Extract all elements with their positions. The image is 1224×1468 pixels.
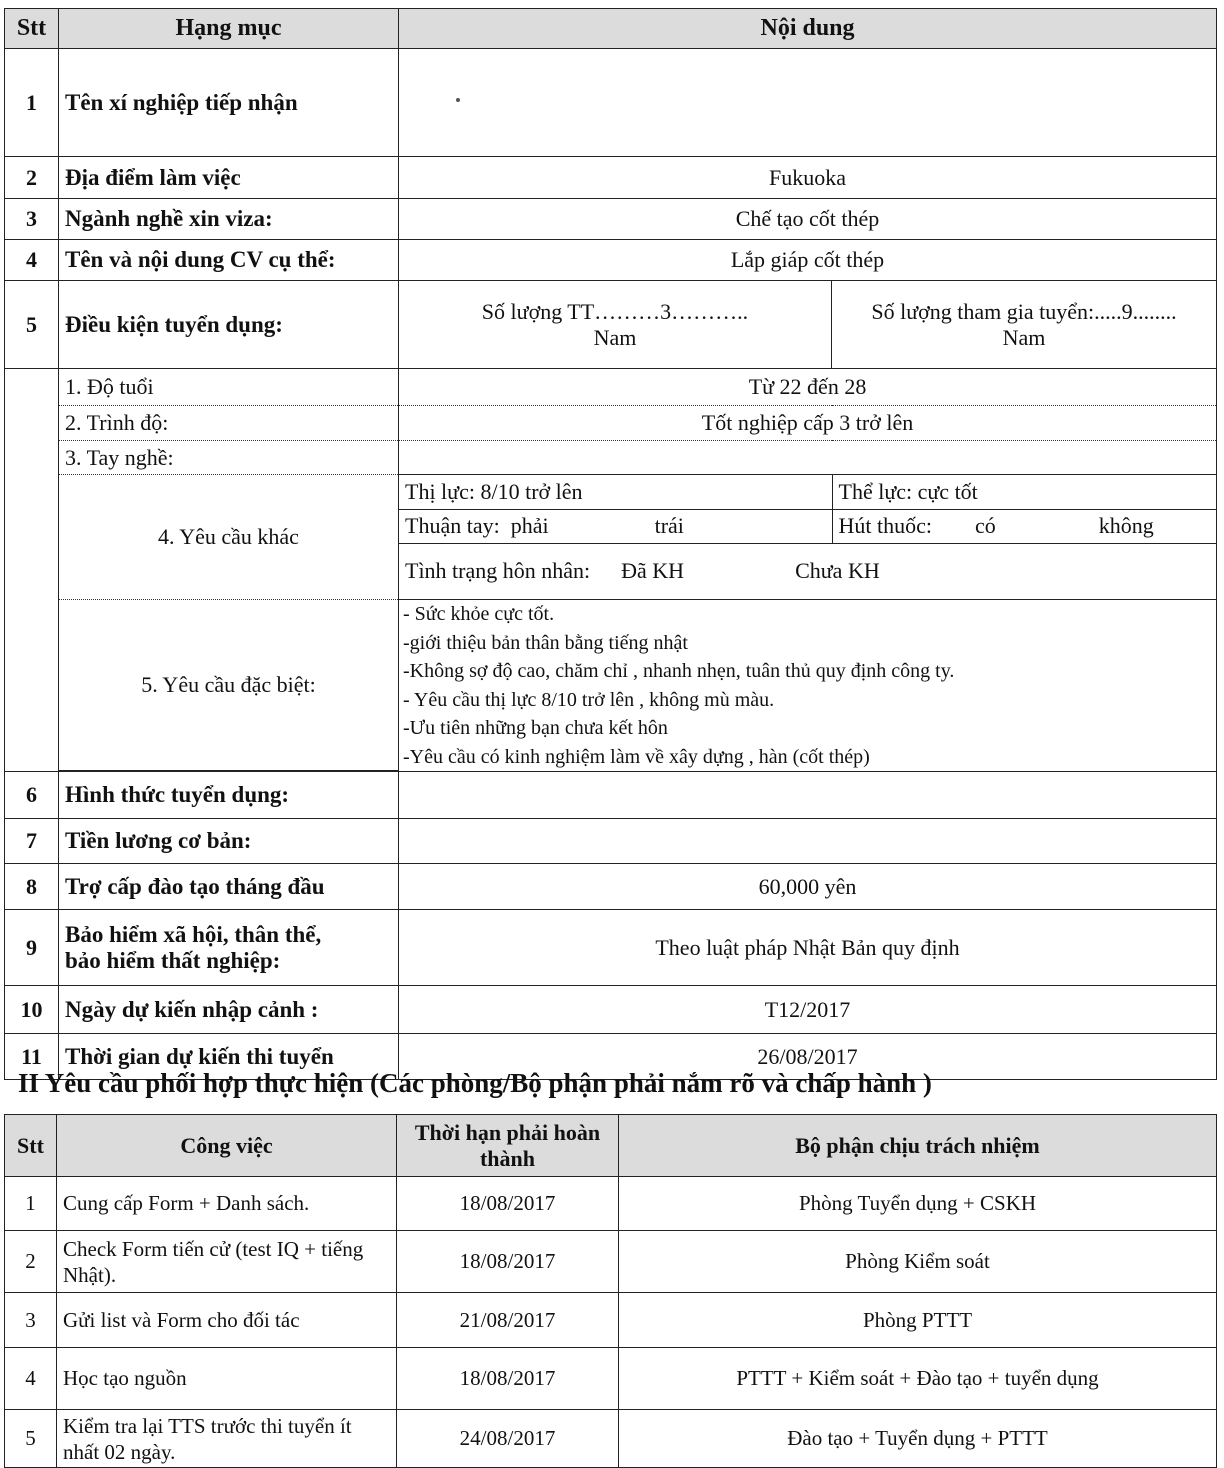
task: Kiểm tra lại TTS trước thi tuyển ít nhất 02 ngày. bbox=[57, 1410, 397, 1468]
table-header-row bbox=[5, 1115, 1217, 1177]
row-value: Theo luật pháp Nhật Bản quy định bbox=[399, 910, 1217, 986]
table-row: 11 Thời gian dự kiến thi tuyển 26/08/2017 bbox=[5, 1034, 1217, 1080]
row-label: Trợ cấp đào tạo tháng đầu bbox=[59, 864, 399, 910]
department: Phòng Kiểm soát bbox=[619, 1231, 1217, 1293]
row-label: Địa điểm làm việc bbox=[59, 157, 399, 199]
row-label: Bảo hiểm xã hội, thân thể, bảo hiểm thất nghiệp: bbox=[59, 910, 399, 986]
row-label: Tên và nội dung CV cụ thể: bbox=[59, 240, 399, 281]
header-deadline: Thời hạn phải hoàn thành bbox=[397, 1115, 619, 1177]
row-value bbox=[399, 819, 1217, 864]
skill-label: 3. Tay nghề: bbox=[59, 441, 399, 475]
table-row: 5 Kiểm tra lại TTS trước thi tuyển ít nhất 02 ngày. 24/08/2017 Đào tạo + Tuyển dụng + PTTT bbox=[5, 1410, 1217, 1468]
section-title: II Yêu cầu phối hợp thực hiện (Các phòng/Bộ phận phải nắm rõ và chấp hành ) bbox=[18, 1068, 932, 1098]
row-value bbox=[399, 772, 1217, 819]
department: PTTT + Kiểm soát + Đào tạo + tuyển dụng bbox=[619, 1348, 1217, 1410]
table-row: 3 Ngành nghề xin viza: Chế tạo cốt thép bbox=[5, 199, 1217, 240]
table-row: 4 Tên và nội dung CV cụ thể: Lắp giáp cốt thép bbox=[5, 240, 1217, 281]
department: Phòng Tuyển dụng + CSKH bbox=[619, 1177, 1217, 1231]
table-row: 6 Hình thức tuyển dụng: bbox=[5, 772, 1217, 819]
table-row: 4 Học tạo nguồn 18/08/2017 PTTT + Kiểm soát + Đào tạo + tuyển dụng bbox=[5, 1348, 1217, 1410]
condition-skill-row bbox=[5, 441, 1217, 475]
row-value: Fukuoka bbox=[399, 157, 1217, 199]
table-row: 3 Gửi list và Form cho đối tác 21/08/2017 Phòng PTTT bbox=[5, 1293, 1217, 1348]
table-row: 5 Điều kiện tuyển dụng: Số lượng TT………3……….. Nam Số lượng tham gia tuyển:.....9........ Nam bbox=[5, 281, 1217, 369]
task: Học tạo nguồn bbox=[57, 1348, 397, 1410]
row-value: 26/08/2017 bbox=[399, 1034, 1217, 1080]
table-row: 2 Check Form tiến cử (test IQ + tiếng Nhật). 18/08/2017 Phòng Kiểm soát bbox=[5, 1231, 1217, 1293]
condition-other-row bbox=[5, 475, 1217, 600]
row-label: Tiền lương cơ bản: bbox=[59, 819, 399, 864]
table-row: 7 Tiền lương cơ bản: bbox=[5, 819, 1217, 864]
condition-special-row bbox=[5, 600, 1217, 771]
condition-education-row bbox=[5, 406, 1217, 441]
condition-age-row bbox=[5, 369, 1217, 406]
table-row: 10 Ngày dự kiến nhập cảnh : T12/2017 bbox=[5, 986, 1217, 1034]
task: Check Form tiến cử (test IQ + tiếng Nhật). bbox=[57, 1231, 397, 1293]
requirements-table bbox=[4, 8, 1217, 1080]
coordination-table bbox=[4, 1114, 1217, 1468]
row-label: Ngày dự kiến nhập cảnh : bbox=[59, 986, 399, 1034]
deadline: 21/08/2017 bbox=[397, 1293, 619, 1348]
header-content: Nội dung bbox=[399, 9, 1217, 49]
row-value: Chế tạo cốt thép bbox=[399, 199, 1217, 240]
table-row: 9 Bảo hiểm xã hội, thân thể, bảo hiểm thất nghiệp: Theo luật pháp Nhật Bản quy định bbox=[5, 910, 1217, 986]
age-label: 1. Độ tuổi bbox=[59, 369, 399, 406]
table-row: 1 Tên xí nghiệp tiếp nhận bbox=[5, 49, 1217, 157]
table-row: 1 Cung cấp Form + Danh sách. 18/08/2017 Phòng Tuyển dụng + CSKH bbox=[5, 1177, 1217, 1231]
education-value: Tốt nghiệp cấp 3 trở lên bbox=[399, 406, 1217, 441]
task: Cung cấp Form + Danh sách. bbox=[57, 1177, 397, 1231]
speck-mark bbox=[456, 98, 460, 102]
fitness: Thể lực: cực tốt bbox=[832, 475, 1217, 509]
handedness: Thuận tay: phải trái bbox=[399, 509, 832, 543]
age-value: Từ 22 đến 28 bbox=[399, 369, 1217, 406]
marital-status: Tình trạng hôn nhân: Đã KH Chưa KH bbox=[405, 558, 880, 584]
row-value: 60,000 yên bbox=[399, 864, 1217, 910]
header-category: Hạng mục bbox=[59, 9, 399, 49]
table-header-row bbox=[5, 9, 1217, 49]
skill-value bbox=[399, 441, 1217, 475]
deadline: 18/08/2017 bbox=[397, 1231, 619, 1293]
header-task: Công việc bbox=[57, 1115, 397, 1177]
department: Đào tạo + Tuyển dụng + PTTT bbox=[619, 1410, 1217, 1468]
header-stt: Stt bbox=[5, 9, 59, 49]
special-label: 5. Yêu cầu đặc biệt: bbox=[59, 600, 399, 771]
table-row: 2 Địa điểm làm việc Fukuoka bbox=[5, 157, 1217, 199]
trainee-count: Số lượng TT………3……….. Nam bbox=[399, 281, 832, 369]
other-label: 4. Yêu cầu khác bbox=[59, 475, 399, 600]
row-value: T12/2017 bbox=[399, 986, 1217, 1034]
header-stt: Stt bbox=[5, 1115, 57, 1177]
deadline: 24/08/2017 bbox=[397, 1410, 619, 1468]
eyesight: Thị lực: 8/10 trở lên bbox=[399, 475, 832, 509]
deadline: 18/08/2017 bbox=[397, 1177, 619, 1231]
task: Gửi list và Form cho đối tác bbox=[57, 1293, 397, 1348]
department: Phòng PTTT bbox=[619, 1293, 1217, 1348]
other-requirements bbox=[399, 475, 1217, 600]
row-label: Ngành nghề xin viza: bbox=[59, 199, 399, 240]
smoking: Hút thuốc: có không bbox=[832, 509, 1217, 543]
row-label: Thời gian dự kiến thi tuyển bbox=[59, 1034, 399, 1080]
row-value: Lắp giáp cốt thép bbox=[399, 240, 1217, 281]
special-requirements: - Sức khỏe cực tốt. -giới thiệu bản thân bằng tiếng nhật -Không sợ độ cao, chăm chỉ , nhanh nhẹn, tuân thủ quy định công ty. - Yêu cầu thị lực 8/10 trở lên , không mù màu. -Ưu tiên những bạn chưa kết hôn -Yêu cầu có kinh nghiệm làm về xây dựng , hàn (cốt thép) bbox=[399, 600, 1217, 772]
row-label: Tên xí nghiệp tiếp nhận bbox=[59, 49, 399, 157]
row-label: Hình thức tuyển dụng: bbox=[59, 772, 399, 819]
row-value bbox=[399, 49, 1217, 157]
education-label: 2. Trình độ: bbox=[59, 406, 399, 441]
header-department: Bộ phận chịu trách nhiệm bbox=[619, 1115, 1217, 1177]
deadline: 18/08/2017 bbox=[397, 1348, 619, 1410]
candidate-count: Số lượng tham gia tuyển:.....9........ Nam bbox=[832, 281, 1217, 369]
row-label: Điều kiện tuyển dụng: bbox=[59, 281, 399, 369]
table-row: 8 Trợ cấp đào tạo tháng đầu 60,000 yên bbox=[5, 864, 1217, 910]
